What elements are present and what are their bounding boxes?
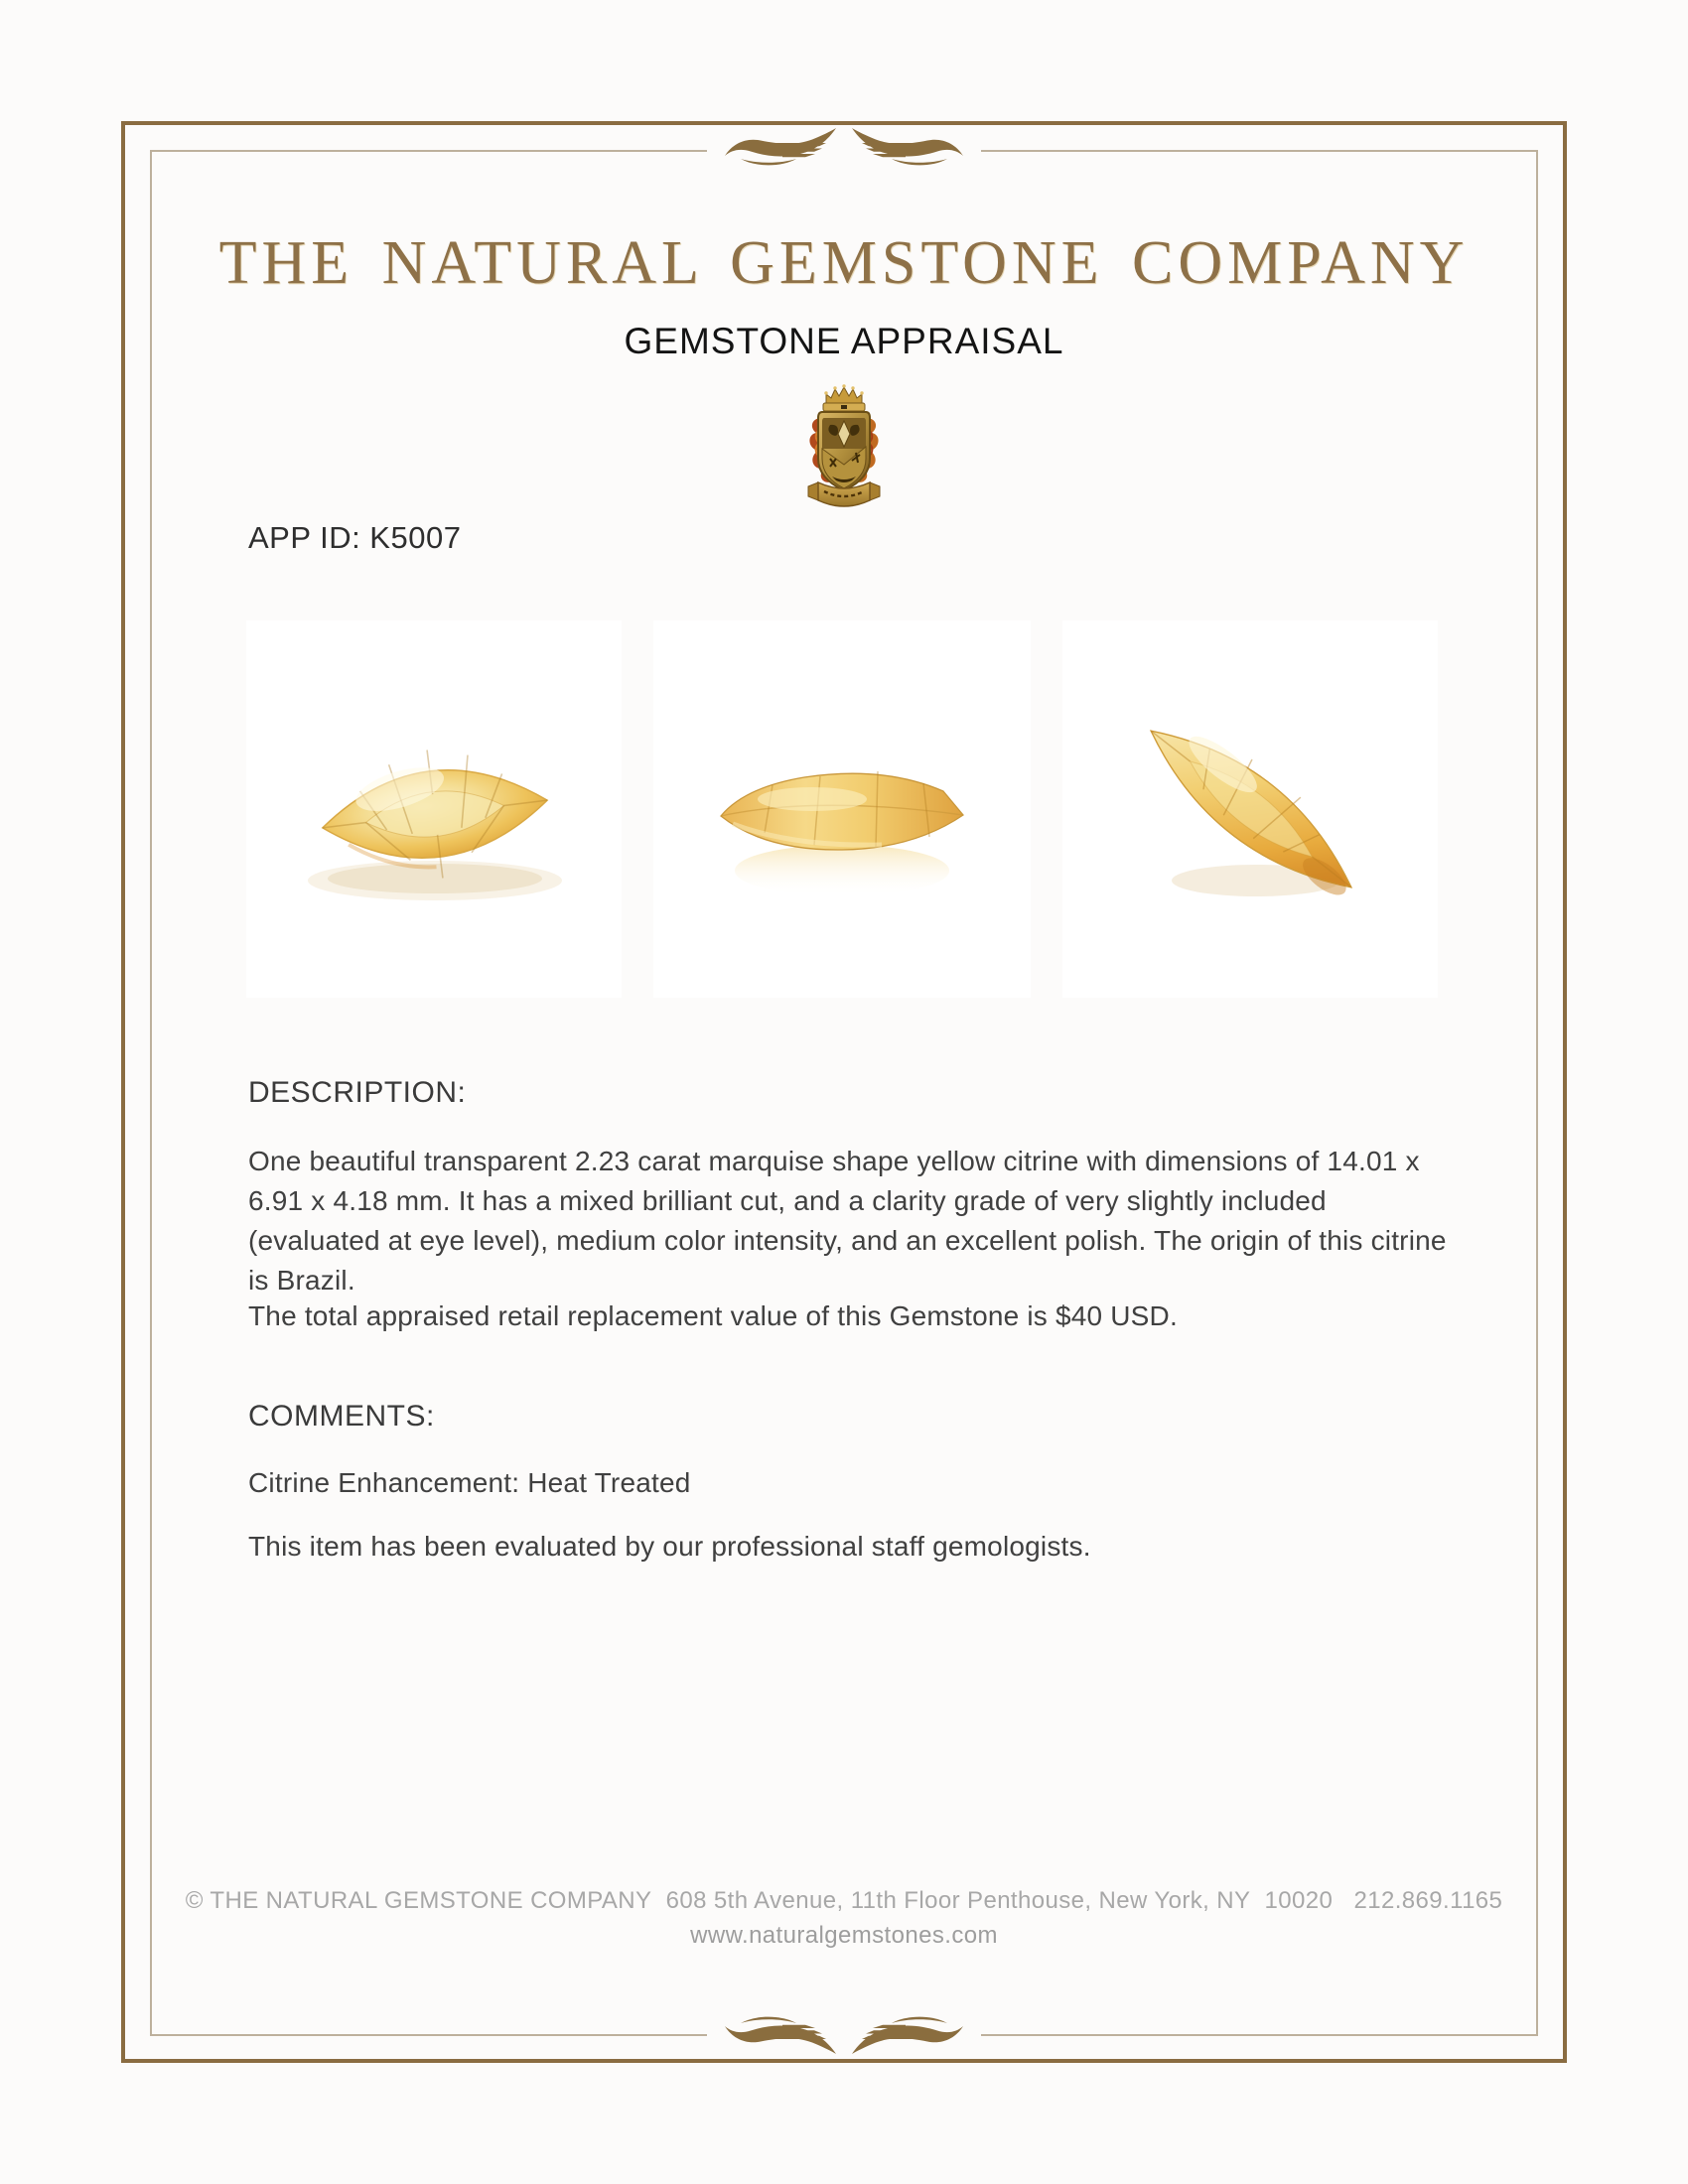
inner-frame-line-left bbox=[150, 150, 152, 2036]
document-type-title: GEMSTONE APPRAISAL bbox=[624, 321, 1064, 361]
app-id: APP ID: K5007 bbox=[248, 520, 462, 555]
scroll-ornament-top-icon bbox=[707, 128, 981, 168]
comment-evaluation: This item has been evaluated by our professional staff gemologists. bbox=[248, 1531, 1091, 1562]
appraised-value-line: The total appraised retail replacement value of this Gemstone is $40 USD. bbox=[248, 1300, 1178, 1331]
company-crest-icon bbox=[800, 383, 888, 510]
description-heading: DESCRIPTION: bbox=[248, 1076, 467, 1109]
inner-frame-line-right bbox=[1536, 150, 1538, 2036]
comments-heading: COMMENTS: bbox=[248, 1400, 435, 1433]
description-body: One beautiful transparent 2.23 carat marquise shape yellow citrine with dimensions of 14.01 x 6.91 x 4.18 mm. It has a mixed brilliant cut, and a clarity grade of very slightly included (evaluated at eye level), medium color intensity, and an excellent polish. The origin of this citrine is Brazil. bbox=[248, 1146, 1447, 1296]
footer-company-address: © THE NATURAL GEMSTONE COMPANY 608 5th Avenue, 11th Floor Penthouse, New York, NY 10020 212.869.1165 bbox=[185, 1887, 1503, 1914]
company-name: THE NATURAL GEMSTONE COMPANY bbox=[218, 229, 1470, 297]
gem-photo-top-view bbox=[246, 620, 622, 998]
scroll-ornament-bottom-icon bbox=[707, 2014, 981, 2054]
gem-photo-angled-view bbox=[1062, 620, 1438, 998]
comment-enhancement: Citrine Enhancement: Heat Treated bbox=[248, 1467, 691, 1498]
footer-website: www.naturalgemstones.com bbox=[690, 1922, 998, 1949]
gem-photo-side-view bbox=[653, 620, 1031, 998]
